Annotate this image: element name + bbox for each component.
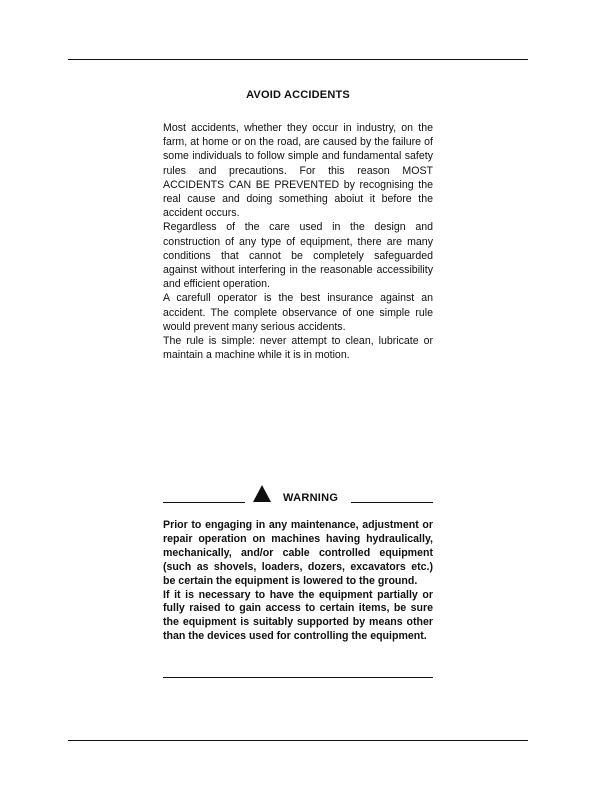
footer-rule: [68, 740, 528, 741]
warning-paragraph: If it is necessary to have the equipment partially or fully raised to gain access to certain items, be sure the equipment is suitably supported by means other than the devices used for controlling the equipment.: [163, 588, 433, 643]
warning-label: WARNING: [283, 492, 339, 504]
warning-end-rule: [163, 677, 433, 678]
warning-paragraph: Prior to engaging in any maintenance, adjustment or repair operation on machines having hydraulically, mechanically, and/or cable controlled equipment (such as shovels, loaders, dozers, excavators etc.) be certain the equipment is lowered to the ground.: [163, 519, 433, 587]
warning-rule-right: [351, 502, 433, 503]
warning-rule-left: [163, 502, 245, 503]
body-text: [163, 121, 433, 362]
warning-text: [163, 519, 433, 644]
warning-header: [163, 480, 433, 506]
paragraph: Most accidents, whether they occur in industry, on the farm, at home or on the road, are caused by the failure of some individuals to follow simple and fundamental safety rules and precautions. For this reason MOST ACCIDENTS CAN BE PREVENTED by recognising the real cause and doing something aboiut it before the accident occurs.: [163, 122, 433, 220]
paragraph: The rule is simple: never attempt to clean, lubricate or maintain a machine while it is in motion.: [163, 335, 433, 362]
header-rule: [68, 59, 528, 60]
paragraph: A carefull operator is the best insurance against an accident. The complete observance of one simple rule would prevent many serious accidents.: [163, 292, 433, 333]
paragraph: Regardless of the care used in the design and construction of any type of equipment, there are many conditions that cannot be completely safeguarded against without interfering in the reasonable accessibility and efficient operation.: [163, 221, 433, 291]
page-title: AVOID ACCIDENTS: [246, 89, 350, 101]
warning-triangle-icon: [253, 485, 271, 502]
